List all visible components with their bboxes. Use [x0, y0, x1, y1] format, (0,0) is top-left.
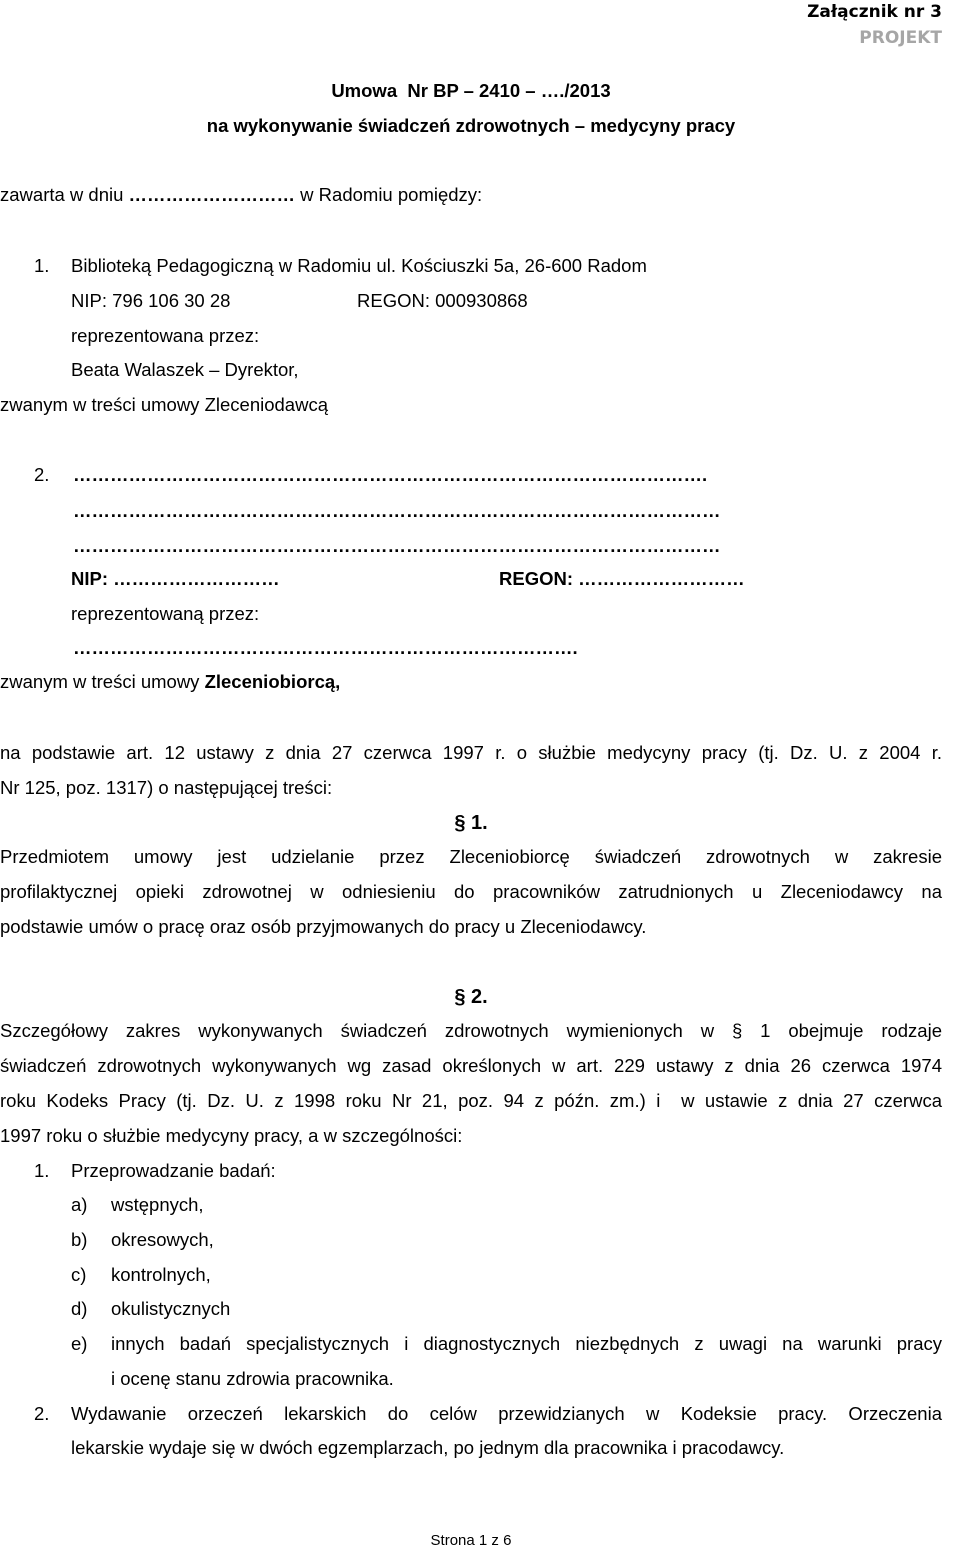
- date-placeholder: ………………………: [128, 184, 296, 205]
- sub-item-b-text: okresowych,: [111, 1229, 214, 1250]
- concluded-suffix: w Radomiu pomiędzy:: [295, 184, 483, 205]
- section2-line2: świadczeń zdrowotnych wykonywanych wg zasad określonych w art. 229 ustawy z dnia 26 czerwca 1974: [0, 1055, 942, 1076]
- page-number: Strona 1 z 6: [430, 1532, 512, 1549]
- party2-regon: REGON: ………………………: [499, 568, 745, 589]
- sub-item-e-letter: e): [71, 1333, 88, 1354]
- party1-name-address: Biblioteką Pedagogiczną w Radomiu ul. Kościuszki 5a, 26-600 Radom: [71, 255, 647, 276]
- legal-basis-line1: na podstawie art. 12 ustawy z dnia 27 czerwca 1997 r. o służbie medycyny pracy (tj. Dz. U. z 2004 r.: [0, 742, 942, 763]
- party2-role-line: [0, 671, 340, 692]
- sub-item-b-letter: b): [71, 1229, 88, 1250]
- legal-basis-line2: Nr 125, poz. 1317) o następującej treści:: [0, 777, 333, 798]
- item1-number: 1.: [34, 1160, 50, 1181]
- party1-regon: REGON: 000930868: [357, 290, 528, 311]
- contract-subtitle: na wykonywanie świadczeń zdrowotnych – medycyny pracy: [206, 115, 736, 136]
- sub-item-e-text-continued: i ocenę stanu zdrowia pracownika.: [111, 1368, 394, 1389]
- item1-text: Przeprowadzanie badań:: [71, 1160, 276, 1181]
- section1-line1: Przedmiotem umowy jest udzielanie przez Zleceniobiorcę świadczeń zdrowotnych w zakresie: [0, 846, 942, 867]
- concluded-line: [0, 184, 482, 205]
- party2-nip: NIP: ………………………: [71, 568, 280, 589]
- party1-represented-label: reprezentowana przez:: [71, 325, 260, 346]
- party2-name-placeholder: ………………………………………………………………………………………….: [73, 464, 708, 485]
- party2-extra-placeholder: ……………………………………………………………………………………………: [73, 535, 721, 556]
- annex-label: Załącznik nr 3: [807, 2, 942, 22]
- section2-line4: 1997 roku o służbie medycyny pracy, a w szczególności:: [0, 1125, 463, 1146]
- party2-role: Zleceniobiorcą,: [204, 671, 341, 692]
- party2-represented-label: reprezentowaną przez:: [71, 603, 260, 624]
- section1-heading: § 1.: [454, 812, 488, 834]
- sub-item-c-text: kontrolnych,: [111, 1264, 211, 1285]
- section2-line1: Szczegółowy zakres wykonywanych świadczeń zdrowotnych wymienionych w § 1 obejmuje rodzaje: [0, 1020, 942, 1041]
- party1-role: Zleceniodawcą: [204, 394, 328, 415]
- contract-title: Umowa Nr BP – 2410 – …./2013: [331, 80, 611, 101]
- concluded-prefix: zawarta w dniu: [0, 184, 129, 205]
- party2-role-prefix: zwanym w treści umowy: [0, 671, 205, 692]
- party2-address-placeholder: ……………………………………………………………………………………………: [73, 500, 721, 521]
- section2-heading: § 2.: [454, 986, 488, 1008]
- party2-representative-placeholder: ……………………………………………………………………….: [73, 637, 578, 658]
- section1-line2: profilaktycznej opieki zdrowotnej w odniesieniu do pracowników zatrudnionych u Zleceniodawcy na: [0, 881, 942, 902]
- party2-number: 2.: [34, 464, 50, 485]
- party1-role-prefix: zwanym w treści umowy: [0, 394, 205, 415]
- sub-item-e-text: innych badań specjalistycznych i diagnostycznych niezbędnych z uwagi na warunki pracy: [111, 1333, 942, 1354]
- item2-number: 2.: [34, 1403, 50, 1424]
- party1-nip: NIP: 796 106 30 28: [71, 290, 231, 311]
- item2-line2: lekarskie wydaje się w dwóch egzemplarzach, po jednym dla pracownika i pracodawcy.: [71, 1437, 785, 1458]
- sub-item-d-text: okulistycznych: [111, 1298, 231, 1319]
- party1-role-line: [0, 394, 328, 415]
- sub-item-a-letter: a): [71, 1194, 88, 1215]
- party1-representative: Beata Walaszek – Dyrektor,: [71, 359, 299, 380]
- party1-number: 1.: [34, 255, 50, 276]
- item2-line1: Wydawanie orzeczeń lekarskich do celów przewidzianych w Kodeksie pracy. Orzeczenia: [71, 1403, 942, 1424]
- sub-item-d-letter: d): [71, 1298, 88, 1319]
- section2-line3: roku Kodeks Pracy (tj. Dz. U. z 1998 roku Nr 21, poz. 94 z późn. zm.) i w ustawie z dnia 27 czerwca: [0, 1090, 942, 1111]
- sub-item-c-letter: c): [71, 1264, 87, 1285]
- sub-item-a-text: wstępnych,: [111, 1194, 204, 1215]
- draft-label: PROJEKT: [859, 28, 942, 48]
- section1-line3: podstawie umów o pracę oraz osób przyjmowanych do pracy u Zleceniodawcy.: [0, 916, 647, 937]
